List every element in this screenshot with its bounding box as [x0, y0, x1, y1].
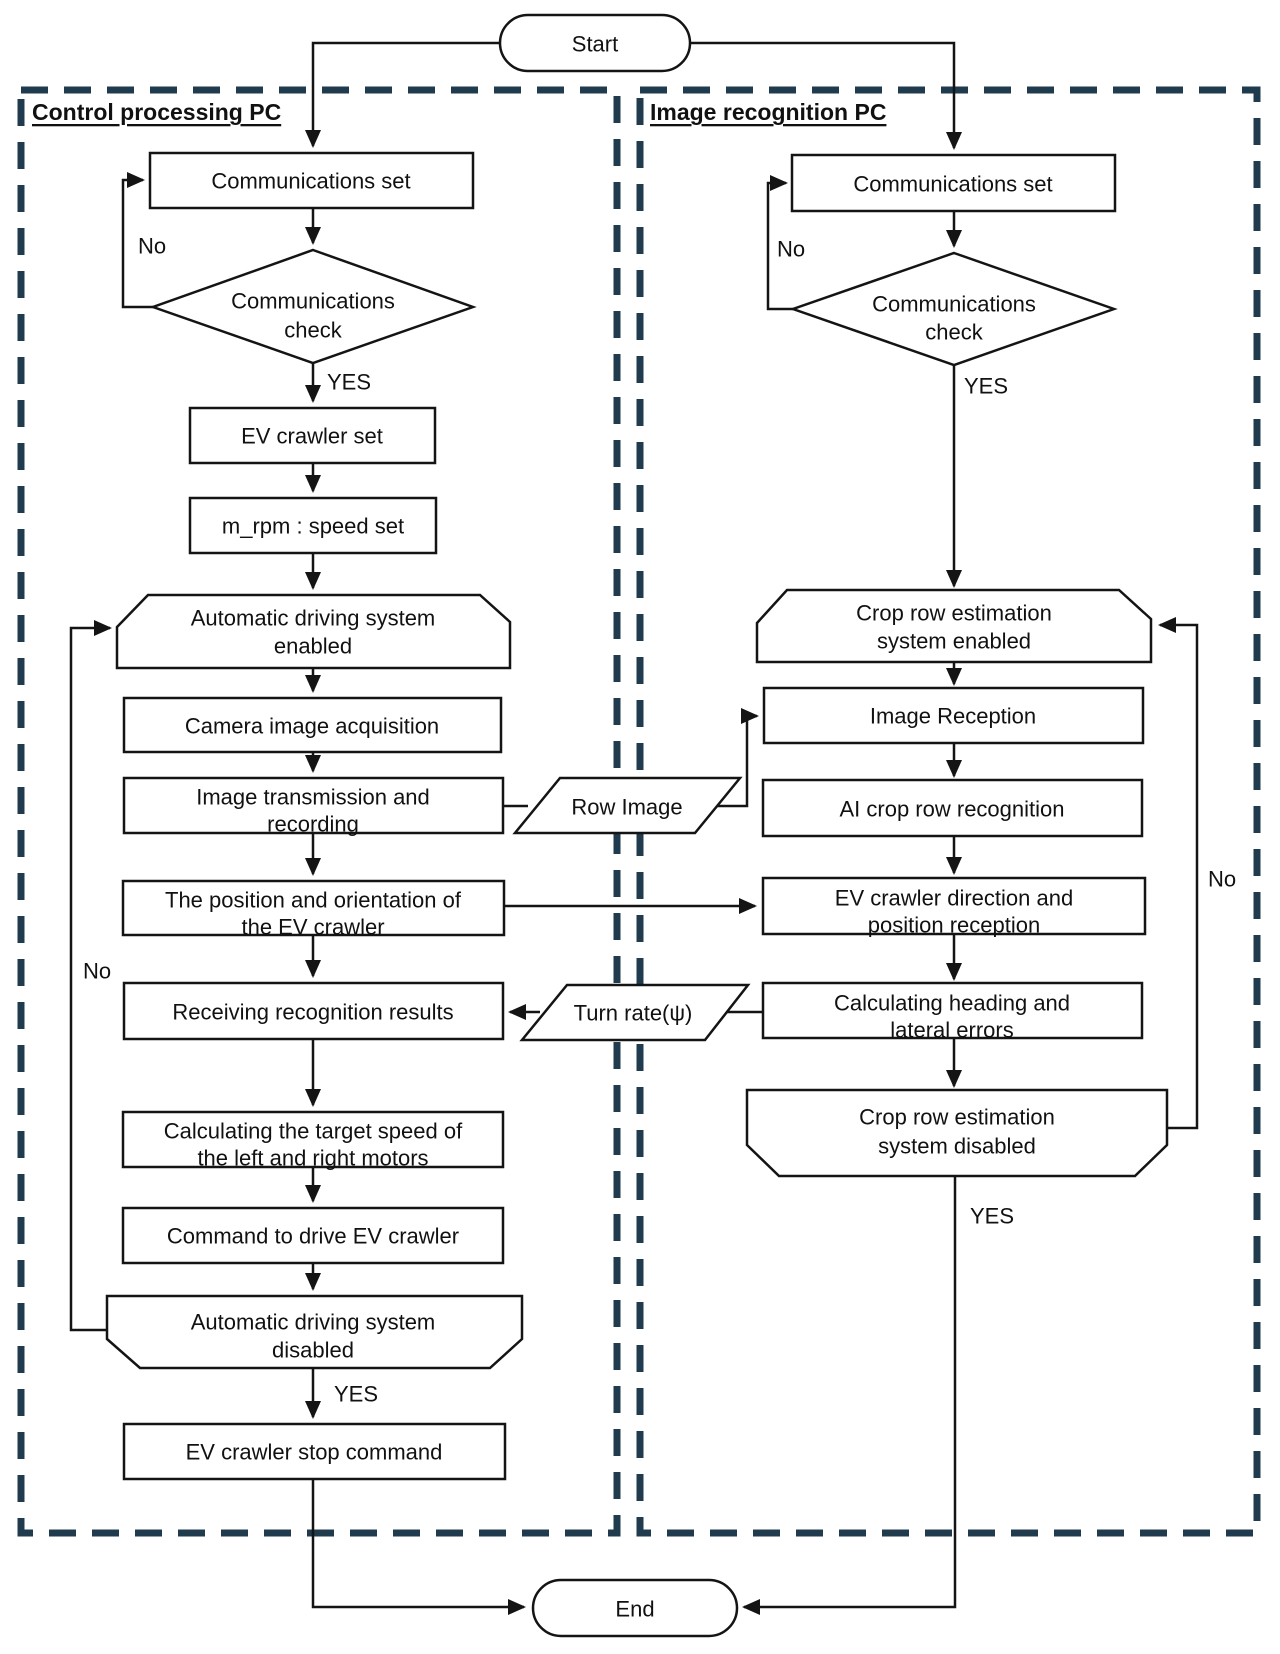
crop-row-enabled-label-line1: Crop row estimation: [856, 600, 1052, 626]
turn-rate-label: Turn rate(ψ): [573, 1000, 693, 1026]
position-orientation-label-line1: The position and orientation of: [165, 887, 461, 913]
heading-errors-label-line1: Calculating heading and: [833, 990, 1071, 1016]
left-big-no-label: No: [82, 958, 112, 984]
command-drive-label: Command to drive EV crawler: [166, 1223, 460, 1249]
right-communications-check-label-line1: Communications: [872, 291, 1036, 317]
image-transmission-label-line1: Image transmission and: [196, 784, 430, 810]
control-processing-panel-title: Control processing PC: [32, 99, 282, 125]
left-communications-check-label-line2: check: [284, 317, 342, 343]
auto-driving-enabled-label-line2: enabled: [273, 633, 353, 659]
auto-driving-enabled-label-line1: Automatic driving system: [190, 605, 436, 631]
connector-stop-to-end: [313, 1479, 524, 1607]
connector-start-to-right-comm-set: [690, 43, 954, 148]
right-big-no-label: No: [1207, 866, 1237, 892]
receiving-results-label: Receiving recognition results: [172, 999, 454, 1025]
left-no-label: No: [137, 233, 167, 259]
right-communications-set-label: Communications set: [853, 171, 1053, 197]
start-label: Start: [571, 31, 619, 57]
calc-target-speed-label-line1: Calculating the target speed of: [163, 1118, 463, 1144]
connector-crop-disabled-to-end: [744, 1176, 955, 1607]
ai-crop-row-label: AI crop row recognition: [839, 796, 1065, 822]
mrpm-speed-set-label: m_rpm : speed set: [221, 513, 405, 539]
left-communications-set-label: Communications set: [211, 168, 411, 194]
image-transmission-label-line2: recording: [267, 811, 359, 837]
row-image-label: Row Image: [571, 794, 683, 820]
right-yes-label: YES: [963, 373, 1009, 399]
connector-right-big-no-loop: [1160, 625, 1197, 1128]
image-reception-label: Image Reception: [869, 703, 1037, 729]
ev-crawler-stop-label: EV crawler stop command: [185, 1439, 443, 1465]
ev-crawler-set-label: EV crawler set: [241, 423, 383, 449]
left-yes-label: YES: [326, 369, 372, 395]
direction-reception-label-line1: EV crawler direction and: [834, 885, 1074, 911]
end-label: End: [615, 1596, 655, 1622]
calc-target-speed-label-line2: the left and right motors: [197, 1145, 429, 1171]
image-recognition-panel-title: Image recognition PC: [650, 99, 887, 125]
right-communications-check-label-line2: check: [925, 319, 983, 345]
connector-start-to-left-comm-set: [313, 43, 500, 146]
right-yes-disabled-label: YES: [969, 1203, 1015, 1229]
crop-row-disabled-label-line2: system disabled: [878, 1133, 1036, 1159]
auto-driving-disabled-label-line1: Automatic driving system: [190, 1309, 436, 1335]
left-yes-disabled-label: YES: [333, 1381, 379, 1407]
right-no-label: No: [776, 236, 806, 262]
auto-driving-disabled-label-line2: disabled: [272, 1337, 354, 1363]
direction-reception-label-line2: position reception: [867, 912, 1041, 938]
camera-image-acquisition-label: Camera image acquisition: [184, 713, 440, 739]
crop-row-enabled-label-line2: system enabled: [876, 628, 1032, 654]
left-communications-check-label-line1: Communications: [231, 288, 395, 314]
crop-row-disabled-label-line1: Crop row estimation: [859, 1104, 1055, 1130]
position-orientation-label-line2: the EV crawler: [241, 914, 385, 940]
heading-errors-label-line2: lateral errors: [890, 1017, 1014, 1043]
